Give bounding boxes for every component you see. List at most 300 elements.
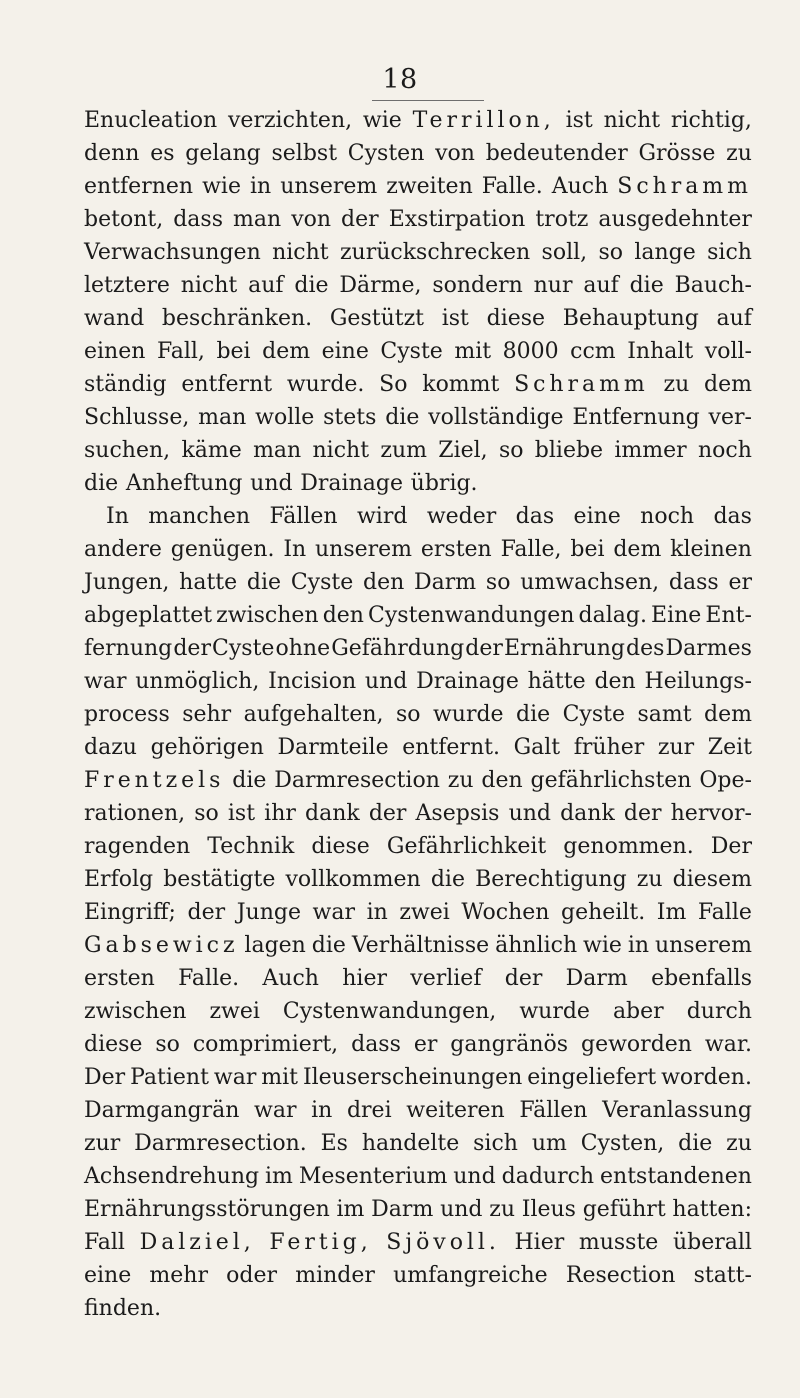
word: Inhalt	[627, 339, 694, 364]
word: ersten	[420, 537, 492, 562]
word: wand	[84, 306, 145, 331]
word: mehr	[149, 1263, 208, 1288]
word: Fällen	[519, 1098, 588, 1123]
word: entfernen	[84, 174, 194, 199]
word: geführt	[582, 1197, 666, 1222]
text-line	[84, 302, 752, 335]
word: drei	[346, 1098, 392, 1123]
word: Es	[320, 1131, 348, 1156]
word: übrig.	[410, 471, 478, 496]
word: vollkommen	[285, 867, 421, 892]
word: die	[246, 570, 282, 595]
word: kleinen	[670, 537, 752, 562]
page-number-rule	[372, 100, 484, 101]
word: das	[515, 504, 555, 529]
word: auf	[248, 273, 284, 298]
text-line	[84, 533, 752, 566]
text-line	[84, 1259, 752, 1292]
word: er	[413, 1032, 438, 1057]
word: auf	[716, 306, 752, 331]
word: käme	[181, 438, 242, 463]
word: Darmgangrän	[84, 1098, 240, 1123]
word: Ileus	[521, 1197, 576, 1222]
word: In	[283, 537, 307, 562]
text-line	[84, 995, 752, 1028]
word: comprimiert,	[192, 1032, 339, 1057]
word: Schlusse,	[84, 405, 190, 430]
word: wie	[202, 174, 241, 199]
text-line	[84, 665, 752, 698]
word: Terrillon,	[412, 108, 555, 133]
word: Jungen,	[84, 570, 170, 595]
word: Sjövoll.	[386, 1230, 500, 1255]
word: dass	[173, 207, 223, 232]
word: In	[106, 504, 129, 529]
text-line	[84, 170, 752, 203]
text-line	[84, 434, 752, 467]
word: dem	[262, 339, 311, 364]
word: diese	[84, 1032, 143, 1057]
word: mit	[261, 1065, 299, 1090]
word: war	[84, 669, 127, 694]
word: bliebe	[534, 438, 604, 463]
word: weder	[426, 504, 497, 529]
word: zwei	[399, 900, 450, 925]
word: oder	[226, 1263, 278, 1288]
word: so	[155, 1032, 180, 1057]
word: ohne	[275, 636, 331, 661]
word: zwischen	[84, 999, 187, 1024]
word: in	[249, 174, 272, 199]
word: Berechtigung	[475, 867, 627, 892]
word: die	[84, 471, 119, 496]
word: diese	[486, 306, 546, 331]
word: unserem	[654, 933, 752, 958]
word: Drainage	[416, 669, 519, 694]
word: hätte	[527, 669, 586, 694]
word: Cysten,	[580, 1131, 665, 1156]
word: Entfernung	[572, 405, 700, 430]
word: der	[187, 900, 226, 925]
word: war	[213, 1065, 257, 1090]
word: bestätigte	[163, 867, 276, 892]
word: dem	[703, 702, 752, 727]
word: abgeplattet	[84, 603, 213, 628]
word: letztere	[84, 273, 170, 298]
word: wie	[583, 933, 622, 958]
word: Erfolg	[84, 867, 154, 892]
word: Drainage	[300, 471, 403, 496]
word: im	[336, 1197, 365, 1222]
text-line	[84, 797, 752, 830]
word: zweiten	[386, 174, 473, 199]
word: Der	[84, 1065, 126, 1090]
word: Fertig,	[269, 1230, 372, 1255]
word: ersten	[84, 966, 155, 991]
word: noch	[697, 438, 752, 463]
text-line	[84, 236, 752, 269]
word: Wochen	[461, 900, 550, 925]
word: bei	[216, 339, 251, 364]
word: ist	[441, 306, 469, 331]
word: Cyste	[290, 570, 354, 595]
word: dank	[305, 801, 360, 826]
word: man	[198, 405, 247, 430]
word: es	[150, 141, 175, 166]
word: ausgedehnter	[598, 207, 752, 232]
text-line	[84, 1226, 752, 1259]
word: Frentzels	[84, 768, 225, 793]
word: denn	[84, 141, 140, 166]
word: Cyste	[562, 702, 625, 727]
word: Auch	[262, 966, 319, 991]
word: Falle.	[178, 966, 240, 991]
text-line	[84, 962, 752, 995]
word: Darm	[371, 1197, 434, 1222]
word: verzichten,	[228, 108, 353, 133]
word: umwachsen,	[520, 570, 660, 595]
word: Verwachsungen	[84, 240, 261, 265]
text-line	[84, 1094, 752, 1127]
word: zwischen	[216, 603, 319, 628]
word: eine	[321, 339, 369, 364]
word: Technik	[207, 834, 295, 859]
word: sehr	[182, 702, 232, 727]
word: so	[485, 570, 511, 595]
page-number: 18	[382, 64, 418, 95]
word: vollständige	[428, 405, 564, 430]
word: hier	[342, 966, 387, 991]
word: bedeutender	[485, 141, 628, 166]
word: die	[294, 273, 329, 298]
word: Verhältnisse	[351, 933, 490, 958]
word: Ent-	[705, 603, 752, 628]
word: er	[728, 570, 752, 595]
word: Dalziel,	[139, 1230, 255, 1255]
word: nur	[533, 273, 573, 298]
word: unserem	[280, 174, 378, 199]
word: rationen,	[84, 801, 186, 826]
word: Gefährdung	[331, 636, 465, 661]
word: und	[364, 669, 408, 694]
word: der	[623, 801, 662, 826]
word: zu	[636, 867, 663, 892]
word: Eine	[651, 603, 702, 628]
word: diesem	[672, 867, 752, 892]
word: dank	[560, 801, 615, 826]
word: beschränken.	[161, 306, 313, 331]
word: hatten:	[672, 1197, 752, 1222]
word: Achsendrehung	[84, 1164, 260, 1189]
word: Grösse	[638, 141, 716, 166]
word: so	[598, 240, 624, 265]
word: geworden	[581, 1032, 692, 1057]
word: Veranlassung	[602, 1098, 752, 1123]
word: den	[322, 603, 364, 628]
word: auf	[583, 273, 619, 298]
word: Cystenwandungen	[368, 603, 575, 628]
word: worden.	[661, 1065, 752, 1090]
word: und	[453, 1164, 496, 1189]
text-line	[84, 1193, 752, 1226]
word: den	[362, 570, 405, 595]
word: wird	[356, 504, 408, 529]
word: Darmteile	[277, 735, 389, 760]
word: so	[395, 702, 421, 727]
word: ihr	[264, 801, 296, 826]
text-line	[84, 1061, 752, 1094]
word: die	[516, 702, 551, 727]
word: musste	[578, 1230, 659, 1255]
word: im	[265, 1164, 293, 1189]
word: immer	[614, 438, 687, 463]
word: hatte	[179, 570, 238, 595]
word: Falle	[697, 900, 752, 925]
word: entfernt.	[402, 735, 500, 760]
word: zu	[726, 141, 752, 166]
word: sich	[473, 1131, 518, 1156]
word: eingeliefert	[527, 1065, 657, 1090]
text-line	[84, 599, 752, 632]
word: mit	[454, 339, 492, 364]
word: Gefährlichkeit	[386, 834, 547, 859]
word: dass	[668, 570, 719, 595]
word: Resection	[565, 1263, 676, 1288]
word: wurde	[519, 999, 590, 1024]
text-line	[84, 863, 752, 896]
word: Incision	[268, 669, 357, 694]
word: und	[440, 1197, 483, 1222]
word: statt-	[693, 1263, 752, 1288]
text-line	[84, 104, 752, 137]
word: zu	[726, 1131, 752, 1156]
word: Fall,	[156, 339, 205, 364]
word: in	[627, 933, 650, 958]
word: ragenden	[84, 834, 191, 859]
word: ist	[227, 801, 256, 826]
word: nicht	[272, 240, 329, 265]
word: process	[84, 702, 170, 727]
word: geheilt.	[561, 900, 646, 925]
text-line	[84, 401, 752, 434]
word: so	[194, 801, 219, 826]
text-line	[84, 632, 752, 665]
word: gangränös	[450, 1032, 569, 1057]
word: Heilungs-	[644, 669, 752, 694]
word: ständig	[84, 372, 167, 397]
word: man	[253, 438, 302, 463]
word: die	[232, 768, 267, 793]
word: Cyste	[380, 339, 443, 364]
word: gefährlichsten	[530, 768, 692, 793]
word: der	[368, 801, 407, 826]
word: samt	[637, 702, 692, 727]
word: Anheftung	[125, 471, 243, 496]
text-line	[84, 368, 752, 401]
word: war.	[704, 1032, 752, 1057]
word: zu	[663, 372, 690, 397]
word: dem	[613, 537, 662, 562]
word: in	[311, 1098, 333, 1123]
word: sondern	[432, 273, 523, 298]
word: wie	[362, 108, 402, 133]
text-line	[84, 1028, 752, 1061]
word: Der	[710, 834, 752, 859]
word: dem	[703, 372, 752, 397]
word: Ernährung	[503, 636, 625, 661]
word: Cyste	[212, 636, 275, 661]
word: Ope-	[699, 768, 752, 793]
text-line	[84, 137, 752, 170]
word: manchen	[148, 504, 251, 529]
word: dazu	[84, 735, 137, 760]
word: ccm	[570, 339, 616, 364]
word: der	[465, 636, 503, 661]
text-line	[84, 929, 752, 962]
word: genügen.	[170, 537, 275, 562]
word: Därme,	[339, 273, 422, 298]
word: wurde	[432, 702, 504, 727]
word: Im	[656, 900, 687, 925]
word: richtig,	[670, 108, 752, 133]
word: gelang	[185, 141, 261, 166]
word: genommen.	[563, 834, 694, 859]
text-line	[84, 500, 752, 533]
word: dadurch	[501, 1164, 595, 1189]
word: zur	[657, 735, 695, 760]
word: Mesenterium	[298, 1164, 448, 1189]
word: in	[366, 900, 388, 925]
word: Ziel,	[438, 438, 488, 463]
text-line	[84, 203, 752, 236]
text-line	[84, 1127, 752, 1160]
word: Zeit	[707, 735, 752, 760]
word: Falle.	[481, 174, 543, 199]
word: ähnlich	[495, 933, 578, 958]
text-line	[84, 896, 752, 929]
word: zur	[84, 1131, 121, 1156]
word: dalag.	[578, 603, 647, 628]
word: trotz	[535, 207, 589, 232]
word: die	[385, 405, 420, 430]
word: Behauptung	[562, 306, 699, 331]
word: man	[233, 207, 282, 232]
word: umfangreiche	[393, 1263, 548, 1288]
word: sich	[707, 240, 752, 265]
word: nicht	[312, 438, 370, 463]
word: den	[481, 768, 523, 793]
word: suchen,	[84, 438, 171, 463]
word: lange	[634, 240, 696, 265]
word: Darm	[565, 966, 628, 991]
word: Gabsewicz	[84, 933, 239, 958]
word: Darmresection	[274, 768, 440, 793]
word: Schramm	[617, 174, 752, 199]
word: weiteren	[406, 1098, 505, 1123]
word: der	[341, 207, 379, 232]
word: war	[312, 900, 355, 925]
word: diese	[311, 834, 370, 859]
word: früher	[573, 735, 645, 760]
text-line	[84, 764, 752, 797]
word: zu	[489, 1197, 515, 1222]
word: soll,	[541, 240, 588, 265]
word: Enucleation	[84, 108, 218, 133]
word: minder	[295, 1263, 375, 1288]
word: zurückschrecken	[339, 240, 531, 265]
text-line	[84, 566, 752, 599]
word: nicht	[603, 108, 661, 133]
word: Asepsis	[415, 801, 500, 826]
word: Eingriff;	[84, 900, 176, 925]
word: Fällen	[269, 504, 338, 529]
word: nicht	[180, 273, 238, 298]
word: so	[498, 438, 524, 463]
text-line	[84, 698, 752, 731]
word: Cysten	[347, 141, 425, 166]
word: andere	[84, 537, 162, 562]
word: des	[626, 636, 665, 661]
word: Darmes	[665, 636, 752, 661]
word: die	[311, 933, 346, 958]
word: ver-	[708, 405, 752, 430]
word: aber	[612, 999, 664, 1024]
word: Auch	[551, 174, 609, 199]
word: eine	[84, 1263, 132, 1288]
word: das	[713, 504, 752, 529]
text-line	[84, 467, 752, 500]
word: betont,	[84, 207, 164, 232]
word: gehörigen	[150, 735, 264, 760]
word: ebenfalls	[651, 966, 752, 991]
word: bei	[570, 537, 605, 562]
word: lagen	[244, 933, 306, 958]
word: fernung	[84, 636, 173, 661]
word: um	[531, 1131, 567, 1156]
word: und	[250, 471, 293, 496]
word: finden.	[84, 1296, 162, 1321]
word: unmöglich,	[135, 669, 260, 694]
word: Falle,	[500, 537, 562, 562]
word: entfernt	[181, 372, 273, 397]
word: Ileuserscheinungen	[302, 1065, 523, 1090]
word: und	[508, 801, 551, 826]
word: zu	[447, 768, 474, 793]
word: Ernährungsstörungen	[84, 1197, 330, 1222]
word: Exstirpation	[388, 207, 526, 232]
word: die	[678, 1131, 713, 1156]
word: aufgehalten,	[243, 702, 384, 727]
word: selbst	[271, 141, 338, 166]
word: verlief	[410, 966, 482, 991]
word: den	[594, 669, 636, 694]
word: einen	[84, 339, 146, 364]
word: So	[379, 372, 408, 397]
word: von	[291, 207, 332, 232]
word: zum	[380, 438, 427, 463]
word: Darm	[414, 570, 477, 595]
word: der	[504, 966, 543, 991]
word: war	[254, 1098, 297, 1123]
word: voll-	[704, 339, 752, 364]
word: die	[629, 273, 664, 298]
word: Gestützt	[329, 306, 425, 331]
text-line	[84, 1292, 752, 1325]
word: Hier	[514, 1230, 565, 1255]
word: hervor-	[670, 801, 752, 826]
word: noch	[640, 504, 695, 529]
word: Fall	[84, 1230, 125, 1255]
